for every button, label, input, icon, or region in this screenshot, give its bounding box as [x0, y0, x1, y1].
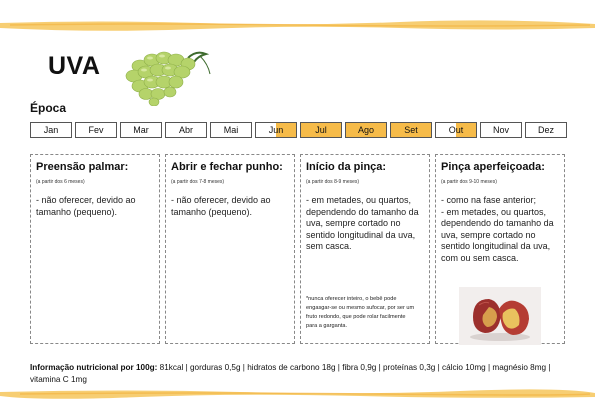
month-jan: Jan [30, 122, 72, 138]
month-jul: Jul [300, 122, 342, 138]
cut-grape-photo [459, 287, 541, 345]
stage-card-pincer-start [300, 154, 430, 344]
stage-age: (a partir dos 8-9 meses) [306, 179, 360, 185]
stage-age: (a partir dos 9-10 meses) [441, 179, 497, 185]
instruction-line: - em metades, ou quartos, dependendo do tamanho da uva, sempre cortado no sentido longitudinal da uva, com ou sem casca. [441, 206, 554, 263]
month-jun: Jun [255, 122, 297, 138]
stage-instructions [171, 195, 291, 218]
top-brush-stroke [0, 18, 595, 32]
month-apr: Abr [165, 122, 207, 138]
nutrition-label: Informação nutricional por 100g: [30, 363, 158, 372]
month-aug: Ago [345, 122, 387, 138]
stage-age: (a partir dos 6 meses) [36, 179, 85, 185]
stage-instructions [441, 195, 561, 264]
stage-title: Abrir e fechar punho: [171, 161, 283, 173]
month-sep: Set [390, 122, 432, 138]
month-mar: Mar [120, 122, 162, 138]
instruction-line: - não oferecer, devido ao tamanho (pequeno). [36, 195, 136, 217]
month-nov: Nov [480, 122, 522, 138]
month-feb: Fev [75, 122, 117, 138]
safety-note: *nunca oferecer inteiro, o bebê pode engasgar-se ou mesmo sufocar, por ser um fruto redondo, que pode rolar facilmente para a garganta. [306, 296, 415, 329]
bottom-brush-stroke [0, 386, 595, 400]
month-may: Mai [210, 122, 252, 138]
instruction-line: - não oferecer, devido ao tamanho (pequeno). [171, 195, 271, 217]
page-title: UVA [48, 52, 101, 80]
season-calendar [30, 122, 568, 138]
stage-card-open-close-fist [165, 154, 295, 344]
stage-title: Preensão palmar: [36, 161, 129, 173]
instruction-line: - em metades, ou quartos, dependendo do tamanho da uva, sempre cortado no sentido longitudinal da uva, sem casca. [306, 195, 419, 251]
month-oct: Out [435, 122, 477, 138]
grapes-illustration [118, 44, 214, 106]
stage-card-palmar-grasp [30, 154, 160, 344]
month-dec: Dez [525, 122, 567, 138]
stage-age: (a partir dos 7-8 meses) [171, 179, 225, 185]
instruction-line: - como na fase anterior; [441, 195, 537, 205]
stage-title: Início da pinça: [306, 161, 387, 173]
stage-instructions [36, 195, 156, 218]
nutrition-info [30, 362, 570, 386]
season-heading: Época [30, 101, 67, 115]
nutrition-values: 81kcal | gorduras 0,5g | hidratos de carbono 18g | fibra 0,9g | proteínas 0,3g | cálcio 10mg | magnésio 8mg | vitamina C 1mg [30, 363, 551, 384]
stage-instructions [306, 195, 426, 253]
stage-title: Pinça aperfeiçoada: [441, 161, 545, 173]
